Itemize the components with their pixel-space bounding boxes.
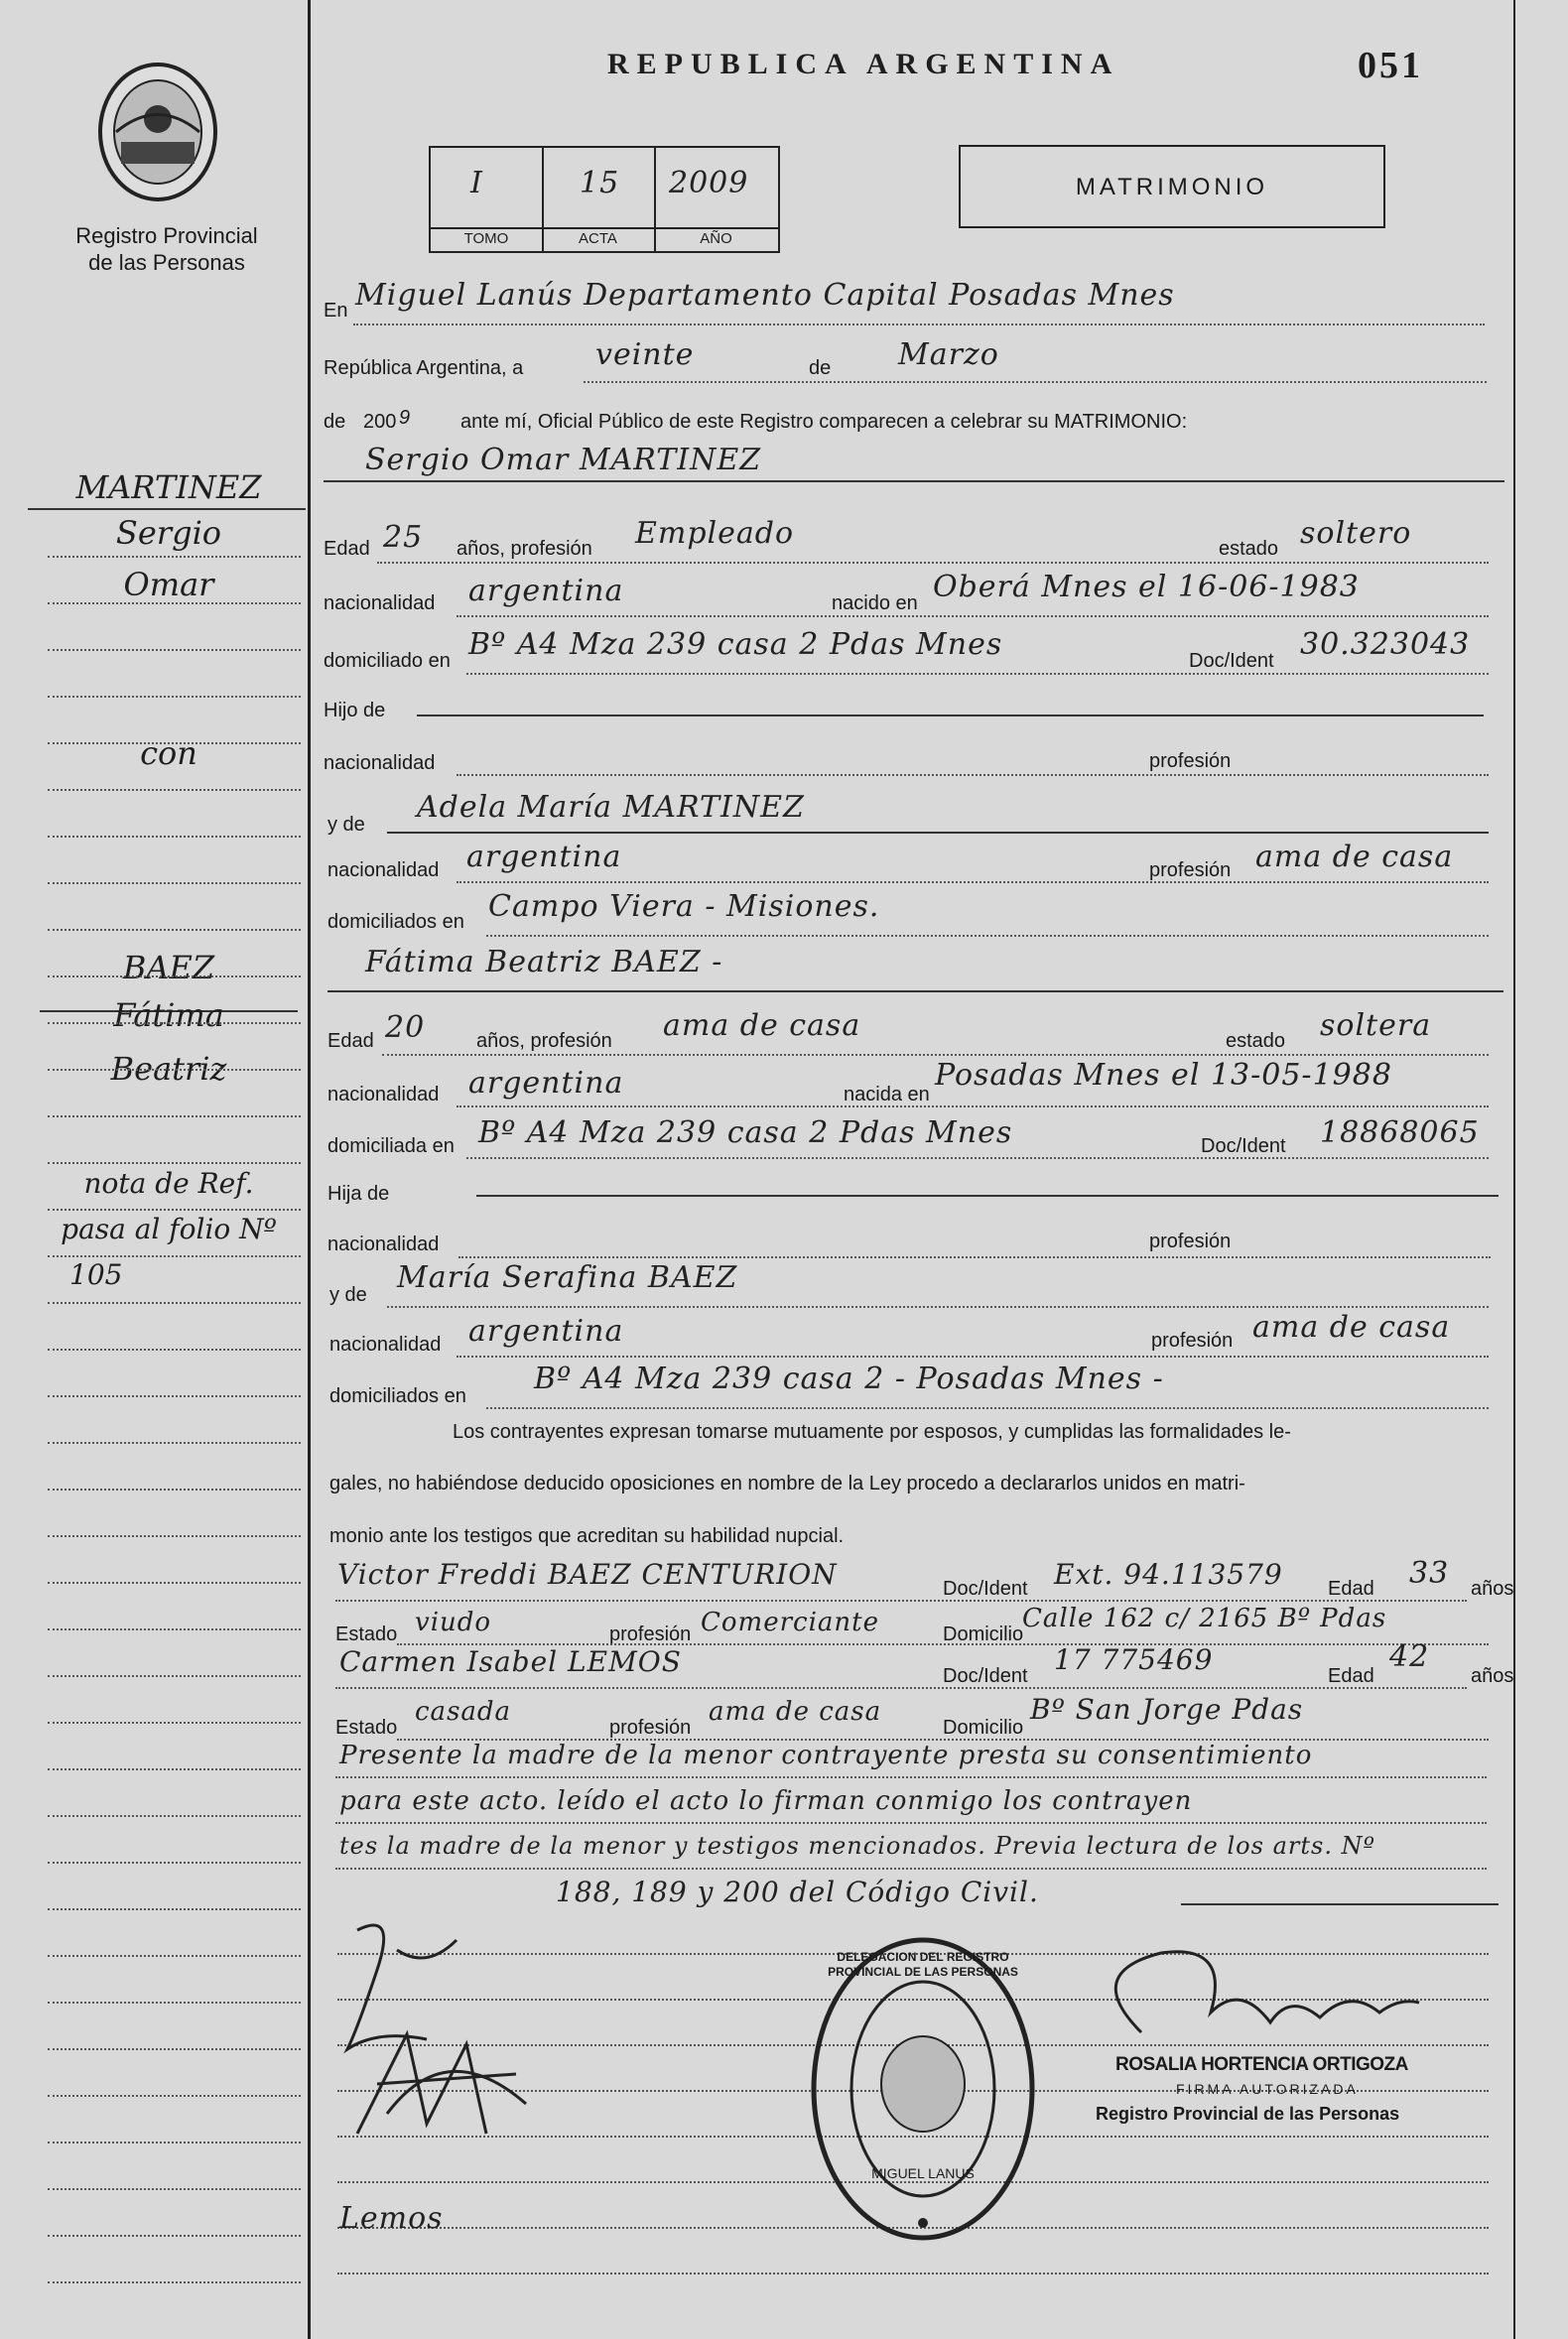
intro-text: ante mí, Oficial Público de este Registro comparecen a celebrar su MATRIMONIO: bbox=[460, 411, 1188, 433]
registry-seal-stamp bbox=[809, 1935, 1037, 2243]
bride-nacida-label: nacida en bbox=[844, 1084, 930, 1105]
margin-dotted-line bbox=[48, 2235, 301, 2237]
bride-nationality: argentina bbox=[468, 1066, 624, 1101]
year-suffix: 9 bbox=[399, 407, 411, 429]
bride-edad-label: Edad bbox=[327, 1030, 374, 1052]
margin-given-1a: Sergio bbox=[115, 514, 222, 552]
groom-mother-nat-label: nacionalidad bbox=[327, 859, 440, 881]
left-column-border bbox=[308, 0, 311, 2339]
groom-yde-label: y de bbox=[327, 814, 365, 836]
bride-mother-prof-label: profesión bbox=[1151, 1330, 1234, 1352]
margin-dotted-line bbox=[48, 742, 301, 744]
margin-dotted-line bbox=[48, 1022, 301, 1024]
bride-hija-label: Hija de bbox=[327, 1183, 390, 1205]
bride-anos-label: años, profesión bbox=[476, 1030, 612, 1052]
margin-dotted-line bbox=[48, 1955, 301, 1957]
bride-mother-nationality: argentina bbox=[468, 1314, 624, 1349]
act-type-box bbox=[959, 145, 1385, 228]
margin-surname-1: MARTINEZ bbox=[75, 468, 262, 506]
groom-mother-profession: ama de casa bbox=[1255, 840, 1454, 874]
tomo-label: TOMO bbox=[463, 230, 509, 247]
day-value: veinte bbox=[595, 337, 695, 372]
groom-hijo-label: Hijo de bbox=[324, 700, 386, 721]
margin-dotted-line bbox=[48, 2281, 301, 2283]
witness2-profession: ama de casa bbox=[709, 1697, 882, 1727]
groom-estado: soltero bbox=[1300, 516, 1412, 551]
margin-dotted-line bbox=[48, 2048, 301, 2050]
bride-mother-nat-label: nacionalidad bbox=[329, 1334, 442, 1356]
bride-doc: 18868065 bbox=[1320, 1115, 1480, 1150]
acta-value: 15 bbox=[580, 166, 620, 200]
country-title: REPUBLICA ARGENTINA bbox=[607, 48, 1120, 80]
groom-estado-label: estado bbox=[1219, 538, 1279, 560]
bride-estado: soltera bbox=[1320, 1008, 1432, 1043]
en-label: En bbox=[324, 300, 348, 322]
margin-dotted-line bbox=[48, 1302, 301, 1304]
groom-address: Bº A4 Mza 239 casa 2 Pdas Mnes bbox=[468, 627, 1003, 662]
official-signature-scribble bbox=[1082, 1943, 1429, 2062]
bride-birth: Posadas Mnes el 13-05-1988 bbox=[935, 1058, 1392, 1093]
groom-nacionalidad-label: nacionalidad bbox=[324, 592, 436, 614]
acta-label: ACTA bbox=[579, 230, 617, 247]
margin-dotted-line bbox=[48, 1115, 301, 1117]
bride-domiciliada-label: domiciliada en bbox=[327, 1135, 455, 1157]
declaration-line3: monio ante los testigos que acreditan su habilidad nupcial. bbox=[329, 1525, 845, 1547]
margin-dotted-line bbox=[48, 1162, 301, 1164]
groom-mother-nationality: argentina bbox=[466, 840, 622, 874]
witness1-anos-label: años bbox=[1471, 1578, 1514, 1600]
witness2-profesion-label: profesión bbox=[609, 1717, 692, 1739]
bride-mother: María Serafina BAEZ bbox=[397, 1260, 738, 1295]
margin-note-line3: 105 bbox=[69, 1258, 123, 1291]
record-number-box bbox=[429, 146, 780, 253]
notes-line4: 188, 189 y 200 del Código Civil. bbox=[556, 1876, 1039, 1908]
groom-father-prof-label: profesión bbox=[1149, 750, 1232, 772]
declaration-line2: gales, no habiéndose deducido oposiciones en nombre de la Ley procedo a declararlos unidos en matri- bbox=[329, 1473, 1245, 1494]
official-office: Registro Provincial de las Personas bbox=[1096, 2104, 1400, 2124]
margin-dotted-line bbox=[48, 1628, 301, 1630]
groom-doc: 30.323043 bbox=[1300, 627, 1471, 662]
witness2-estado-label: Estado bbox=[335, 1717, 398, 1739]
margin-dotted-line bbox=[48, 1815, 301, 1817]
margin-dotted-line bbox=[48, 929, 301, 931]
margin-dotted-line bbox=[48, 2188, 301, 2190]
witness1-doc-label: Doc/Ident bbox=[943, 1578, 1028, 1600]
month-value: Marzo bbox=[898, 337, 999, 372]
margin-dotted-line bbox=[48, 1862, 301, 1864]
margin-dotted-line bbox=[48, 882, 301, 884]
groom-anos-label: años, profesión bbox=[457, 538, 592, 560]
margin-given-2b: Beatriz bbox=[110, 1050, 227, 1088]
republica-label: República Argentina, a bbox=[324, 357, 524, 379]
groom-full-name: Sergio Omar MARTINEZ bbox=[365, 443, 762, 477]
groom-profession: Empleado bbox=[635, 516, 795, 551]
notes-line2: para este acto. leído el acto lo firman conmigo los contrayen bbox=[339, 1786, 1193, 1816]
witness2-address: Bº San Jorge Pdas bbox=[1030, 1693, 1304, 1726]
margin-dotted-line bbox=[48, 1349, 301, 1351]
margin-dotted-line bbox=[48, 1582, 301, 1584]
bride-domiciliados-label: domiciliados en bbox=[329, 1385, 466, 1407]
signature-scribble-2 bbox=[347, 2014, 536, 2153]
official-name: ROSALIA HORTENCIA ORTIGOZA bbox=[1115, 2054, 1408, 2075]
groom-doc-label: Doc/Ident bbox=[1189, 650, 1274, 672]
margin-dotted-line bbox=[48, 975, 301, 977]
de-year-label: de bbox=[324, 411, 346, 433]
folio-number: 051 bbox=[1358, 45, 1423, 86]
bride-doc-label: Doc/Ident bbox=[1201, 1135, 1286, 1157]
margin-given-2a: Fátima bbox=[113, 996, 224, 1034]
notes-line3: tes la madre de la menor y testigos mencionados. Previa lectura de los arts. Nº bbox=[339, 1832, 1375, 1860]
margin-dotted-line bbox=[48, 836, 301, 838]
bride-full-name: Fátima Beatriz BAEZ - bbox=[365, 945, 723, 979]
ano-value: 2009 bbox=[669, 166, 749, 200]
witness1-edad-label: Edad bbox=[1328, 1578, 1374, 1600]
margin-dotted-line bbox=[48, 1395, 301, 1397]
margin-dotted-line bbox=[48, 556, 301, 558]
groom-nacido-label: nacido en bbox=[832, 592, 918, 614]
province-emblem bbox=[91, 58, 225, 206]
groom-edad-label: Edad bbox=[324, 538, 370, 560]
act-type-label: MATRIMONIO bbox=[1075, 174, 1269, 200]
groom-age: 25 bbox=[383, 520, 424, 555]
ano-label: AÑO bbox=[700, 230, 732, 247]
seal-ring-text: DELEGACION DEL REGISTRO PROVINCIAL DE LAS PERSONAS bbox=[828, 1950, 1018, 1979]
margin-dotted-line bbox=[48, 696, 301, 698]
margin-dotted-line bbox=[48, 789, 301, 791]
margin-note-line1: nota de Ref. bbox=[83, 1167, 254, 1200]
signature-lemos: Lemos bbox=[339, 2201, 444, 2236]
tomo-value: I bbox=[470, 166, 483, 200]
witness1-estado: viudo bbox=[415, 1608, 492, 1637]
bride-address: Bº A4 Mza 239 casa 2 Pdas Mnes bbox=[478, 1115, 1013, 1150]
margin-dotted-line bbox=[48, 602, 301, 604]
groom-father-nat-label: nacionalidad bbox=[324, 752, 436, 774]
witness2-domicilio-label: Domicilio bbox=[943, 1717, 1024, 1739]
bride-mother-profession: ama de casa bbox=[1252, 1310, 1451, 1345]
margin-surname-2: BAEZ bbox=[122, 949, 215, 986]
witness1-age: 33 bbox=[1409, 1556, 1450, 1591]
margin-dotted-line bbox=[48, 649, 301, 651]
margin-given-1b: Omar bbox=[123, 566, 214, 603]
witness2-edad-label: Edad bbox=[1328, 1665, 1374, 1687]
bride-estado-label: estado bbox=[1226, 1030, 1286, 1052]
margin-con: con bbox=[140, 734, 197, 772]
witness2-age: 42 bbox=[1389, 1639, 1430, 1674]
groom-mother-prof-label: profesión bbox=[1149, 859, 1232, 881]
groom-domiciliados-label: domiciliados en bbox=[327, 911, 464, 933]
margin-dotted-line bbox=[48, 1722, 301, 1724]
place-value: Miguel Lanús Departamento Capital Posadas Mnes bbox=[355, 278, 1175, 313]
right-column-border bbox=[1513, 0, 1515, 2339]
witness1-name: Victor Freddi BAEZ CENTURION bbox=[337, 1558, 838, 1591]
bride-nacionalidad-label: nacionalidad bbox=[327, 1084, 440, 1105]
bride-age: 20 bbox=[385, 1010, 426, 1045]
witness1-address: Calle 162 c/ 2165 Bº Pdas bbox=[1022, 1604, 1387, 1633]
margin-dotted-line bbox=[48, 1908, 301, 1910]
groom-birth: Oberá Mnes el 16-06-1983 bbox=[933, 570, 1360, 604]
witness2-doc-label: Doc/Ident bbox=[943, 1665, 1028, 1687]
seal-center-text: MIGUEL LANUS bbox=[871, 2165, 975, 2181]
margin-dotted-line bbox=[48, 1209, 301, 1211]
year-prefix: 200 bbox=[363, 411, 397, 433]
witness2-name: Carmen Isabel LEMOS bbox=[339, 1645, 682, 1678]
groom-domicilio-label: domiciliado en bbox=[324, 650, 451, 672]
margin-dotted-line bbox=[48, 1489, 301, 1491]
margin-note-line2: pasa al folio Nº bbox=[61, 1213, 277, 1245]
bride-yde-label: y de bbox=[329, 1284, 367, 1306]
margin-dotted-line bbox=[48, 2095, 301, 2097]
de-label: de bbox=[809, 357, 832, 379]
witness2-doc: 17 775469 bbox=[1054, 1643, 1214, 1676]
bride-profession: ama de casa bbox=[663, 1008, 861, 1043]
witness2-estado: casada bbox=[415, 1697, 512, 1727]
margin-dotted-line bbox=[48, 1535, 301, 1537]
margin-dotted-line bbox=[48, 2002, 301, 2004]
margin-dotted-line bbox=[48, 2142, 301, 2144]
bride-parents-address: Bº A4 Mza 239 casa 2 - Posadas Mnes - bbox=[534, 1362, 1164, 1396]
groom-mother: Adela María MARTINEZ bbox=[417, 790, 805, 825]
margin-dotted-line bbox=[48, 1255, 301, 1257]
witness2-anos-label: años bbox=[1471, 1665, 1514, 1687]
agency-name-line1: Registro Provincial bbox=[75, 223, 258, 248]
witness1-profession: Comerciante bbox=[701, 1608, 879, 1637]
witness1-doc: Ext. 94.113579 bbox=[1054, 1558, 1283, 1591]
official-title: FIRMA AUTORIZADA bbox=[1176, 2081, 1359, 2097]
groom-nationality: argentina bbox=[468, 574, 624, 608]
margin-dotted-line bbox=[48, 1675, 301, 1677]
witness1-estado-label: Estado bbox=[335, 1624, 398, 1645]
notes-line1: Presente la madre de la menor contrayente presta su consentimiento bbox=[339, 1741, 1313, 1770]
bride-father-nat-label: nacionalidad bbox=[327, 1234, 440, 1255]
agency-name-line2: de las Personas bbox=[88, 250, 245, 275]
witness1-domicilio-label: Domicilio bbox=[943, 1624, 1024, 1645]
bride-father-prof-label: profesión bbox=[1149, 1231, 1232, 1252]
witness1-profesion-label: profesión bbox=[609, 1624, 692, 1645]
margin-dotted-line bbox=[48, 1768, 301, 1770]
declaration-line1: Los contrayentes expresan tomarse mutuamente por esposos, y cumplidas las formalidades le- bbox=[453, 1421, 1291, 1443]
margin-dotted-line bbox=[48, 1069, 301, 1071]
margin-dotted-line bbox=[48, 1442, 301, 1444]
groom-parents-address: Campo Viera - Misiones. bbox=[488, 889, 880, 924]
